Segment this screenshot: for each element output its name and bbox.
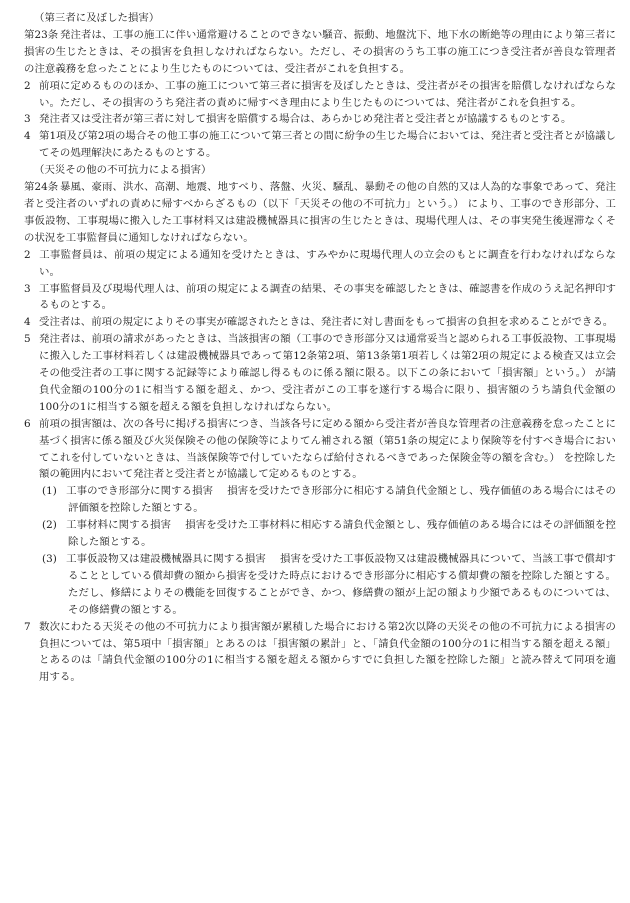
paragraph-number: 5: [24, 333, 31, 346]
item-text: 損害を受けたでき形部分に相応する請負代金額とし、残存価値のある場合にはその評価額を控除した額とする。: [68, 485, 616, 515]
article-23-number: 第23条: [24, 28, 59, 41]
paragraph-text: 工事監督員及び現場代理人は、前項の規定による調査の結果、その事実を確認したときは、確認書を作成のうえ記名押印するものとする。: [39, 282, 616, 312]
paragraph-text: 工事監督員は、前項の規定による通知を受けたときは、すみやかに現場代理人の立会のもとに調査を行わなければならない。: [39, 248, 616, 278]
article-23-paragraph-4: [24, 128, 616, 162]
item-label: 工事材料に関する損害: [66, 519, 172, 532]
paragraph-number: 2: [24, 79, 31, 92]
article-24-paragraph-7: [24, 619, 616, 687]
paragraph-text: 前項の損害額は、次の各号に掲げる損害につき、当該各号に定める額から受注者が善良な管理者の注意義務を怠ったことに基づく損害に係る額及び火災保険その他の保険等によりてん補される額（第51条の規定により保険等を付すべき場合においてこれを付していないときは、当該保険等で付していたならば給付されるべきであった保険金等の額を含む。） を控除した額の範囲内において発注者と受注者とが協議して定めるものとする。: [39, 417, 616, 481]
paragraph-text: 数次にわたる天災その他の不可抗力により損害額が累積した場合における第2次以降の天災その他の不可抗力による損害の負担については、第5項中「損害額」とあるのは「損害額の累計」と、「請負代金額の100分の1に相当する額を超える額」とあるのは「請負代金額の100分の1に相当する額を超える額からすでに負担した額を控除した額」と読み替えて同項を適用する。: [39, 620, 616, 684]
article-23-caption: （第三者に及ぼした損害）: [34, 12, 160, 24]
paragraph-number: 3: [24, 113, 31, 126]
paragraph-number: 3: [24, 282, 31, 295]
article-23-paragraph-3: [24, 111, 616, 128]
article-24-paragraph-2: [24, 247, 616, 281]
paragraph-text: 発注者又は受注者が第三者に対して損害を賠償する場合は、あらかじめ発注者と受注者とが協議するものとする。: [39, 113, 572, 126]
item-label: 工事仮設物又は建設機械器具に関する損害: [66, 553, 266, 565]
article-23-paragraph-2: [24, 78, 616, 112]
paragraph-text: 第1項及び第2項の場合その他工事の施工について第三者との間に紛争の生じた場合においては、発注者と受注者とが協議してその処理解決にあたるものとする。: [39, 130, 616, 160]
article-24-paragraph-6: [24, 416, 616, 484]
paragraph-text: 発注者は、前項の請求があったときは、当該損害の額（工事のでき形部分又は通常妥当と認められる工事仮設物、工事現場に搬入した工事材料若しくは建設機械器具であって第12条第2項、第13条第1項若しくは第2項の規定による検査又は立会その他受注者の工事に関する記録等により確認し得るものに係る額に限る。以下この条において「損害額」という。） が請負代金額の100分の1に相当する額を超え、かつ、受注者がこの工事を遂行する場合に限り、損害額のうち請負代金額の100分の1に相当する額を超える額を負担しなければならない。: [39, 333, 616, 413]
article-23-text: 発注者は、工事の施工に伴い通常避けることのできない騒音、振動、地盤沈下、地下水の断絶等の理由により第三者に損害の生じたときは、その損害を負担しなければならない。ただし、その損害のうち工事の施工につき受注者が善良な管理者の注意義務を怠ったことにより生じたものについては、受注者がこれを負担する。: [24, 28, 616, 75]
article-24-text: 暴風、豪雨、洪水、高潮、地震、地すべり、落盤、火災、騒乱、暴動その他の自然的又は人為的な事象であって、発注者と受注者のいずれの責めに帰すべからざるもの（以下「天災その他の不可抗力」という。） により、工事のでき形部分、工事仮設物、工事現場に搬入した工事材料又は建設機械器具に損害の生じたときは、現場代理人は、その事実発生後遅滞なくその状況を工事監督員に通知しなければならない。: [24, 181, 616, 244]
paragraph-number: 4: [24, 130, 31, 143]
article-24-number: 第24条: [24, 181, 59, 194]
paragraph-number: 4: [24, 316, 31, 329]
item-text: 損害を受けた工事材料に相応する請負代金額とし、残存価値のある場合にはその評価額を控除した額とする。: [68, 519, 617, 549]
article-24-caption: （天災その他の不可抗力による損害）: [34, 164, 212, 177]
article-24-paragraph-3: [24, 281, 616, 315]
item-3: [24, 551, 616, 619]
item-number: (2): [42, 519, 57, 532]
item-number: (1): [42, 485, 57, 498]
item-text: 損害を受けた工事仮設物又は建設機械器具について、当該工事で償却することとしている償却費の額から損害を受けた時点におけるでき形部分に相応する償却費の額を控除した額とする。ただし、修繕によりその機能を回復することができ、かつ、修繕費の額が上記の額より少額であるものについては、その修繕費の額とする。: [68, 553, 616, 616]
paragraph-number: 7: [24, 620, 31, 633]
article-24-paragraph-5: [24, 331, 616, 416]
paragraph-number: 6: [24, 417, 31, 430]
article-24-paragraph-4: [24, 314, 616, 331]
paragraph-text: 受注者は、前項の規定によりその事実が確認されたときは、発注者に対し書面をもって損害の負担を求めることができる。: [39, 316, 614, 329]
article-23-main: [24, 27, 616, 78]
paragraph-number: 2: [24, 248, 31, 261]
item-2: [24, 517, 616, 551]
item-1: [24, 483, 616, 517]
item-label: 工事のでき形部分に関する損害: [66, 485, 214, 498]
item-number: (3): [42, 553, 57, 565]
paragraph-text: 前項に定めるもののほか、工事の施工について第三者に損害を及ぼしたときは、受注者がその損害を賠償しなければならない。ただし、その損害のうち発注者の責めに帰すべき理由により生じたものについては、発注者がこれを負担する。: [39, 79, 616, 109]
article-24-main: [24, 179, 616, 247]
